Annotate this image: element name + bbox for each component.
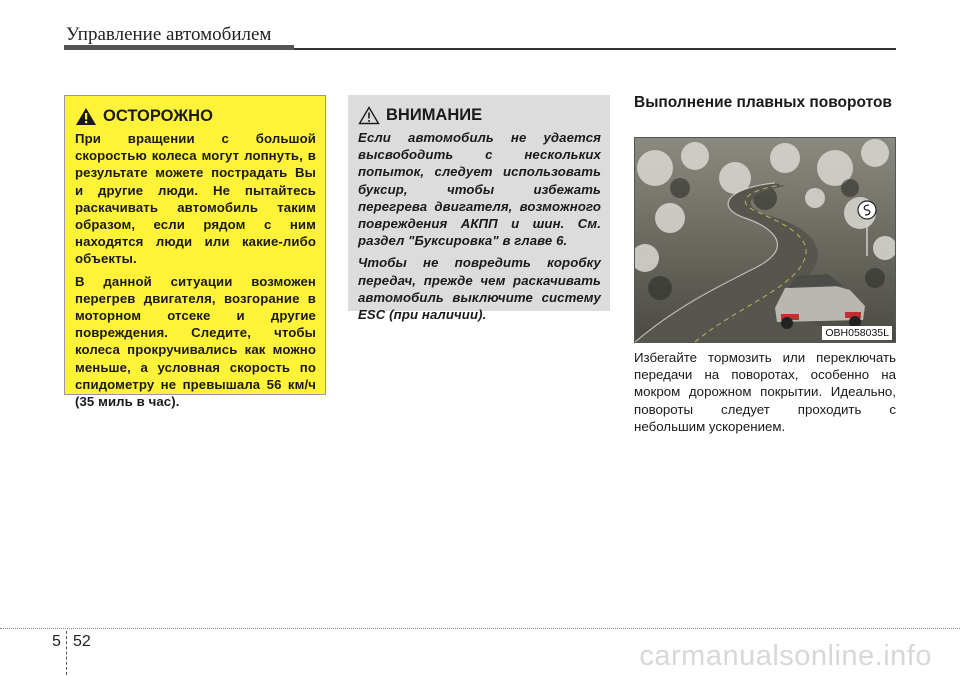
notice-paragraph: Если автомобиль не удается высвободить с нескольких попыток, следует использовать буксир, чтобы избежать перегрева двигателя, возможного повреждения АКПП и шин. См. раздел "Буксировка" в главе 6. bbox=[358, 130, 601, 249]
caution-paragraph: В данной ситуации возможен перегрев двигателя, возгорание в моторном отсеке и другие повреждения. Следите, чтобы колеса прокручивались как можно меньше, а условная скорость по спидометру не превышала 56 км/ч (35 миль в час). bbox=[75, 273, 316, 410]
notice-box bbox=[348, 95, 610, 323]
notice-title: ВНИМАНИЕ bbox=[386, 106, 483, 124]
footer-divider bbox=[66, 631, 67, 675]
notice-title-row bbox=[358, 105, 601, 125]
section-heading: Выполнение плавных поворотов bbox=[634, 94, 892, 111]
image-code: OBH058035L bbox=[822, 326, 892, 340]
winding-road-photo bbox=[634, 137, 896, 343]
caution-title: ОСТОРОЖНО bbox=[103, 107, 213, 125]
section-number: 5 bbox=[52, 633, 61, 650]
notice-paragraph: Чтобы не повредить коробку передач, прежде чем раскачивать автомобиль выключите систему ESC (при наличии). bbox=[358, 255, 601, 323]
watermark: carmanualsonline.info bbox=[639, 640, 932, 672]
header-rule-accent bbox=[64, 45, 294, 50]
page-number: 52 bbox=[73, 633, 91, 650]
caution-paragraph: При вращении с большой скоростью колеса могут лопнуть, в результате можете пострадать Вы и другие люди. Не пытайтесь раскачивать автомобиль таким образом, если рядом с ним находятся люди или какие-либо объекты. bbox=[75, 131, 316, 267]
warning-triangle-outline-icon bbox=[358, 106, 380, 125]
warning-triangle-icon bbox=[75, 107, 97, 126]
section-body: Избегайте тормозить или переключать передачи на поворотах, особенно на мокром дорожном покрытии. Идеально, повороты следует проходить с небольшим ускорением. bbox=[634, 350, 896, 434]
header-title: Управление автомобилем bbox=[66, 24, 272, 45]
caution-box bbox=[64, 95, 326, 410]
footer-rule bbox=[0, 628, 960, 629]
caution-title-row bbox=[75, 106, 316, 126]
